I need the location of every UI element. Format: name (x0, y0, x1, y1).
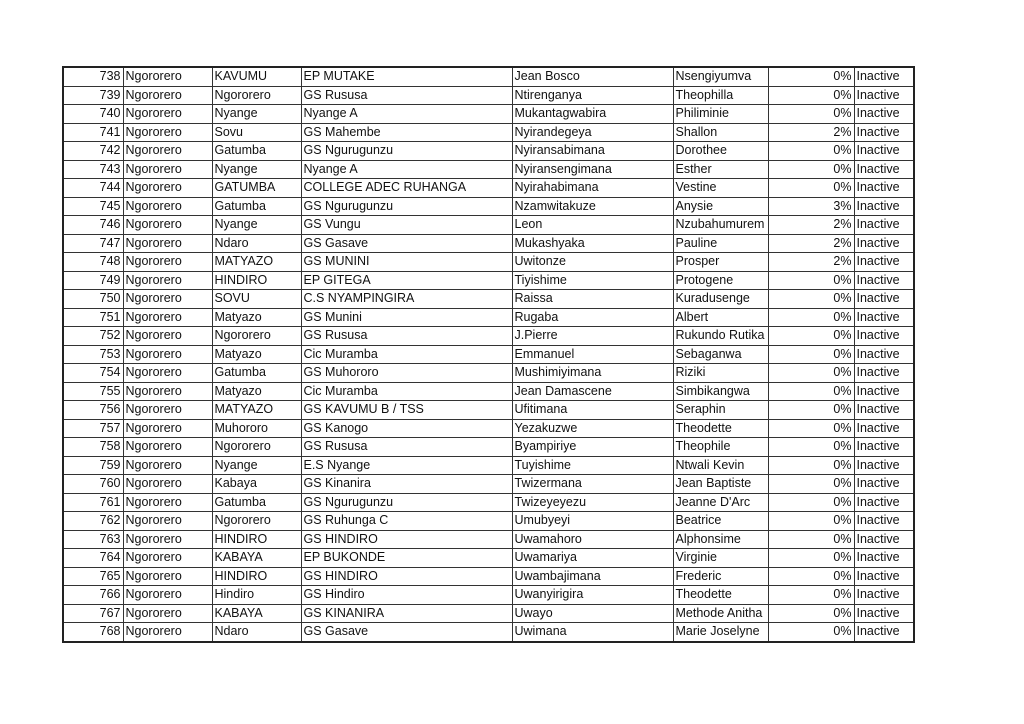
school-cell: E.S Nyange (301, 456, 512, 475)
first-name-cell: Tuyishime (512, 456, 673, 475)
progress-percent-cell: 0% (768, 105, 854, 124)
table-row (63, 512, 914, 531)
status-cell: Inactive (854, 216, 914, 235)
first-name-cell: Uwayo (512, 604, 673, 623)
table-row (63, 308, 914, 327)
table-row (63, 456, 914, 475)
status-cell: Inactive (854, 197, 914, 216)
last-name-cell: Esther (673, 160, 768, 179)
sector-cell: Matyazo (212, 382, 301, 401)
last-name-cell: Theodette (673, 586, 768, 605)
first-name-cell: Uwamahoro (512, 530, 673, 549)
row-number-cell: 758 (63, 438, 123, 457)
sector-cell: KAVUMU (212, 67, 301, 86)
progress-percent-cell: 0% (768, 401, 854, 420)
school-cell: GS Rususa (301, 86, 512, 105)
last-name-cell: Beatrice (673, 512, 768, 531)
status-cell: Inactive (854, 419, 914, 438)
last-name-cell: Sebaganwa (673, 345, 768, 364)
last-name-cell: Theophilla (673, 86, 768, 105)
row-number-cell: 767 (63, 604, 123, 623)
first-name-cell: Rugaba (512, 308, 673, 327)
table-row (63, 86, 914, 105)
row-number-cell: 753 (63, 345, 123, 364)
school-cell: GS Vungu (301, 216, 512, 235)
progress-percent-cell: 0% (768, 438, 854, 457)
last-name-cell: Shallon (673, 123, 768, 142)
table-row (63, 604, 914, 623)
sector-cell: KABAYA (212, 549, 301, 568)
status-cell: Inactive (854, 67, 914, 86)
table-row (63, 438, 914, 457)
table-row (63, 105, 914, 124)
table-row (63, 475, 914, 494)
first-name-cell: Yezakuzwe (512, 419, 673, 438)
status-cell: Inactive (854, 253, 914, 272)
status-cell: Inactive (854, 438, 914, 457)
district-cell: Ngororero (123, 105, 212, 124)
district-cell: Ngororero (123, 364, 212, 383)
sector-cell: HINDIRO (212, 567, 301, 586)
first-name-cell: Uwimana (512, 623, 673, 642)
first-name-cell: J.Pierre (512, 327, 673, 346)
first-name-cell: Nyiransabimana (512, 142, 673, 161)
school-cell: EP GITEGA (301, 271, 512, 290)
row-number-cell: 762 (63, 512, 123, 531)
district-cell: Ngororero (123, 401, 212, 420)
first-name-cell: Nyiransengimana (512, 160, 673, 179)
school-cell: C.S NYAMPINGIRA (301, 290, 512, 309)
last-name-cell: Riziki (673, 364, 768, 383)
row-number-cell: 741 (63, 123, 123, 142)
table-row (63, 364, 914, 383)
sector-cell: Ngororero (212, 327, 301, 346)
school-cell: GS Ngurugunzu (301, 197, 512, 216)
last-name-cell: Virginie (673, 549, 768, 568)
district-cell: Ngororero (123, 197, 212, 216)
last-name-cell: Jean Baptiste (673, 475, 768, 494)
sector-cell: Matyazo (212, 345, 301, 364)
school-cell: EP MUTAKE (301, 67, 512, 86)
district-cell: Ngororero (123, 253, 212, 272)
school-cell: GS KAVUMU B / TSS (301, 401, 512, 420)
first-name-cell: Ufitimana (512, 401, 673, 420)
district-cell: Ngororero (123, 604, 212, 623)
status-cell: Inactive (854, 179, 914, 198)
status-cell: Inactive (854, 123, 914, 142)
status-cell: Inactive (854, 86, 914, 105)
table-row (63, 530, 914, 549)
first-name-cell: Nzamwitakuze (512, 197, 673, 216)
table-row (63, 345, 914, 364)
first-name-cell: Emmanuel (512, 345, 673, 364)
progress-percent-cell: 0% (768, 567, 854, 586)
table-row (63, 197, 914, 216)
row-number-cell: 750 (63, 290, 123, 309)
row-number-cell: 755 (63, 382, 123, 401)
first-name-cell: Ntirenganya (512, 86, 673, 105)
first-name-cell: Mushimiyimana (512, 364, 673, 383)
last-name-cell: Methode Anitha (673, 604, 768, 623)
school-cell: GS Rususa (301, 438, 512, 457)
district-cell: Ngororero (123, 179, 212, 198)
school-cell: GS MUNINI (301, 253, 512, 272)
sector-cell: Hindiro (212, 586, 301, 605)
sector-cell: Matyazo (212, 308, 301, 327)
progress-percent-cell: 2% (768, 216, 854, 235)
district-cell: Ngororero (123, 327, 212, 346)
table-row (63, 327, 914, 346)
status-cell: Inactive (854, 549, 914, 568)
first-name-cell: Uwambajimana (512, 567, 673, 586)
sector-cell: HINDIRO (212, 530, 301, 549)
table-row (63, 586, 914, 605)
school-cell: GS Ngurugunzu (301, 493, 512, 512)
district-cell: Ngororero (123, 567, 212, 586)
status-cell: Inactive (854, 142, 914, 161)
district-cell: Ngororero (123, 142, 212, 161)
sector-cell: Sovu (212, 123, 301, 142)
first-name-cell: Twizeyeyezu (512, 493, 673, 512)
row-number-cell: 760 (63, 475, 123, 494)
first-name-cell: Umubyeyi (512, 512, 673, 531)
last-name-cell: Alphonsime (673, 530, 768, 549)
table-row (63, 216, 914, 235)
last-name-cell: Rukundo Rutika (673, 327, 768, 346)
last-name-cell: Dorothee (673, 142, 768, 161)
progress-percent-cell: 0% (768, 512, 854, 531)
first-name-cell: Mukantagwabira (512, 105, 673, 124)
progress-percent-cell: 2% (768, 253, 854, 272)
school-cell: GS Rususa (301, 327, 512, 346)
table-row (63, 401, 914, 420)
progress-percent-cell: 0% (768, 86, 854, 105)
last-name-cell: Anysie (673, 197, 768, 216)
school-cell: COLLEGE ADEC RUHANGA (301, 179, 512, 198)
school-cell: GS Hindiro (301, 586, 512, 605)
status-cell: Inactive (854, 512, 914, 531)
sector-cell: Gatumba (212, 493, 301, 512)
sector-cell: Nyange (212, 105, 301, 124)
school-cell: GS Ngurugunzu (301, 142, 512, 161)
school-cell: GS Gasave (301, 623, 512, 642)
first-name-cell: Mukashyaka (512, 234, 673, 253)
table-row (63, 67, 914, 86)
school-cell: GS HINDIRO (301, 567, 512, 586)
table-row (63, 623, 914, 642)
progress-percent-cell: 0% (768, 549, 854, 568)
progress-percent-cell: 2% (768, 234, 854, 253)
last-name-cell: Ntwali Kevin (673, 456, 768, 475)
school-cell: GS Gasave (301, 234, 512, 253)
school-cell: Cic Muramba (301, 382, 512, 401)
sector-cell: Nyange (212, 216, 301, 235)
records-table (62, 66, 915, 643)
sector-cell: MATYAZO (212, 253, 301, 272)
district-cell: Ngororero (123, 530, 212, 549)
sector-cell: HINDIRO (212, 271, 301, 290)
row-number-cell: 757 (63, 419, 123, 438)
table-row (63, 419, 914, 438)
last-name-cell: Nzubahumurem (673, 216, 768, 235)
row-number-cell: 759 (63, 456, 123, 475)
progress-percent-cell: 0% (768, 623, 854, 642)
progress-percent-cell: 0% (768, 382, 854, 401)
sector-cell: Ngororero (212, 512, 301, 531)
table-row (63, 142, 914, 161)
school-cell: Nyange A (301, 105, 512, 124)
last-name-cell: Frederic (673, 567, 768, 586)
row-number-cell: 766 (63, 586, 123, 605)
district-cell: Ngororero (123, 475, 212, 494)
status-cell: Inactive (854, 327, 914, 346)
row-number-cell: 751 (63, 308, 123, 327)
status-cell: Inactive (854, 382, 914, 401)
first-name-cell: Tiyishime (512, 271, 673, 290)
status-cell: Inactive (854, 290, 914, 309)
last-name-cell: Kuradusenge (673, 290, 768, 309)
school-cell: GS Muhororo (301, 364, 512, 383)
first-name-cell: Byampiriye (512, 438, 673, 457)
row-number-cell: 746 (63, 216, 123, 235)
progress-percent-cell: 0% (768, 364, 854, 383)
sector-cell: Kabaya (212, 475, 301, 494)
last-name-cell: Nsengiyumva (673, 67, 768, 86)
last-name-cell: Vestine (673, 179, 768, 198)
last-name-cell: Jeanne D'Arc (673, 493, 768, 512)
progress-percent-cell: 0% (768, 290, 854, 309)
row-number-cell: 763 (63, 530, 123, 549)
row-number-cell: 749 (63, 271, 123, 290)
table-row (63, 290, 914, 309)
status-cell: Inactive (854, 623, 914, 642)
progress-percent-cell: 2% (768, 123, 854, 142)
district-cell: Ngororero (123, 438, 212, 457)
last-name-cell: Albert (673, 308, 768, 327)
school-cell: GS Mahembe (301, 123, 512, 142)
table-body (63, 67, 914, 642)
status-cell: Inactive (854, 604, 914, 623)
table-row (63, 179, 914, 198)
table-row (63, 234, 914, 253)
progress-percent-cell: 0% (768, 271, 854, 290)
sector-cell: Gatumba (212, 142, 301, 161)
sector-cell: Ngororero (212, 86, 301, 105)
first-name-cell: Raissa (512, 290, 673, 309)
district-cell: Ngororero (123, 493, 212, 512)
sector-cell: Nyange (212, 160, 301, 179)
status-cell: Inactive (854, 530, 914, 549)
sector-cell: Ndaro (212, 234, 301, 253)
row-number-cell: 740 (63, 105, 123, 124)
district-cell: Ngororero (123, 623, 212, 642)
first-name-cell: Uwanyirigira (512, 586, 673, 605)
district-cell: Ngororero (123, 456, 212, 475)
district-cell: Ngororero (123, 308, 212, 327)
first-name-cell: Twizermana (512, 475, 673, 494)
progress-percent-cell: 0% (768, 456, 854, 475)
last-name-cell: Theodette (673, 419, 768, 438)
row-number-cell: 738 (63, 67, 123, 86)
table-row (63, 123, 914, 142)
status-cell: Inactive (854, 475, 914, 494)
district-cell: Ngororero (123, 512, 212, 531)
row-number-cell: 754 (63, 364, 123, 383)
table-row (63, 567, 914, 586)
row-number-cell: 768 (63, 623, 123, 642)
sector-cell: Muhororo (212, 419, 301, 438)
progress-percent-cell: 0% (768, 308, 854, 327)
progress-percent-cell: 0% (768, 586, 854, 605)
last-name-cell: Pauline (673, 234, 768, 253)
status-cell: Inactive (854, 308, 914, 327)
last-name-cell: Theophile (673, 438, 768, 457)
progress-percent-cell: 0% (768, 67, 854, 86)
row-number-cell: 756 (63, 401, 123, 420)
district-cell: Ngororero (123, 86, 212, 105)
progress-percent-cell: 3% (768, 197, 854, 216)
table-row (63, 382, 914, 401)
progress-percent-cell: 0% (768, 419, 854, 438)
school-cell: GS Kanogo (301, 419, 512, 438)
sector-cell: Ndaro (212, 623, 301, 642)
first-name-cell: Uwamariya (512, 549, 673, 568)
last-name-cell: Marie Joselyne (673, 623, 768, 642)
district-cell: Ngororero (123, 67, 212, 86)
district-cell: Ngororero (123, 234, 212, 253)
sector-cell: SOVU (212, 290, 301, 309)
table-row (63, 549, 914, 568)
status-cell: Inactive (854, 160, 914, 179)
sector-cell: MATYAZO (212, 401, 301, 420)
sector-cell: Nyange (212, 456, 301, 475)
progress-percent-cell: 0% (768, 530, 854, 549)
row-number-cell: 742 (63, 142, 123, 161)
district-cell: Ngororero (123, 216, 212, 235)
school-cell: GS KINANIRA (301, 604, 512, 623)
progress-percent-cell: 0% (768, 493, 854, 512)
sector-cell: Gatumba (212, 197, 301, 216)
row-number-cell: 748 (63, 253, 123, 272)
status-cell: Inactive (854, 234, 914, 253)
row-number-cell: 761 (63, 493, 123, 512)
sector-cell: GATUMBA (212, 179, 301, 198)
row-number-cell: 745 (63, 197, 123, 216)
row-number-cell: 744 (63, 179, 123, 198)
last-name-cell: Prosper (673, 253, 768, 272)
progress-percent-cell: 0% (768, 345, 854, 364)
status-cell: Inactive (854, 345, 914, 364)
school-cell: GS Ruhunga C (301, 512, 512, 531)
status-cell: Inactive (854, 364, 914, 383)
school-cell: EP BUKONDE (301, 549, 512, 568)
first-name-cell: Nyirahabimana (512, 179, 673, 198)
table-row (63, 493, 914, 512)
first-name-cell: Uwitonze (512, 253, 673, 272)
progress-percent-cell: 0% (768, 160, 854, 179)
district-cell: Ngororero (123, 345, 212, 364)
progress-percent-cell: 0% (768, 179, 854, 198)
status-cell: Inactive (854, 493, 914, 512)
row-number-cell: 765 (63, 567, 123, 586)
progress-percent-cell: 0% (768, 142, 854, 161)
last-name-cell: Simbikangwa (673, 382, 768, 401)
school-cell: Nyange A (301, 160, 512, 179)
district-cell: Ngororero (123, 382, 212, 401)
last-name-cell: Philiminie (673, 105, 768, 124)
progress-percent-cell: 0% (768, 327, 854, 346)
first-name-cell: Jean Bosco (512, 67, 673, 86)
district-cell: Ngororero (123, 160, 212, 179)
first-name-cell: Nyirandegeya (512, 123, 673, 142)
progress-percent-cell: 0% (768, 475, 854, 494)
table-row (63, 253, 914, 272)
status-cell: Inactive (854, 401, 914, 420)
school-cell: GS Kinanira (301, 475, 512, 494)
sector-cell: Gatumba (212, 364, 301, 383)
school-cell: Cic Muramba (301, 345, 512, 364)
row-number-cell: 752 (63, 327, 123, 346)
district-cell: Ngororero (123, 586, 212, 605)
status-cell: Inactive (854, 105, 914, 124)
first-name-cell: Jean Damascene (512, 382, 673, 401)
table-row (63, 271, 914, 290)
row-number-cell: 764 (63, 549, 123, 568)
row-number-cell: 739 (63, 86, 123, 105)
district-cell: Ngororero (123, 123, 212, 142)
district-cell: Ngororero (123, 419, 212, 438)
district-cell: Ngororero (123, 271, 212, 290)
status-cell: Inactive (854, 456, 914, 475)
table-row (63, 160, 914, 179)
row-number-cell: 743 (63, 160, 123, 179)
sector-cell: Ngororero (212, 438, 301, 457)
first-name-cell: Leon (512, 216, 673, 235)
status-cell: Inactive (854, 271, 914, 290)
last-name-cell: Protogene (673, 271, 768, 290)
sector-cell: KABAYA (212, 604, 301, 623)
row-number-cell: 747 (63, 234, 123, 253)
school-cell: GS Munini (301, 308, 512, 327)
school-cell: GS HINDIRO (301, 530, 512, 549)
district-cell: Ngororero (123, 290, 212, 309)
last-name-cell: Seraphin (673, 401, 768, 420)
status-cell: Inactive (854, 586, 914, 605)
district-cell: Ngororero (123, 549, 212, 568)
progress-percent-cell: 0% (768, 604, 854, 623)
status-cell: Inactive (854, 567, 914, 586)
